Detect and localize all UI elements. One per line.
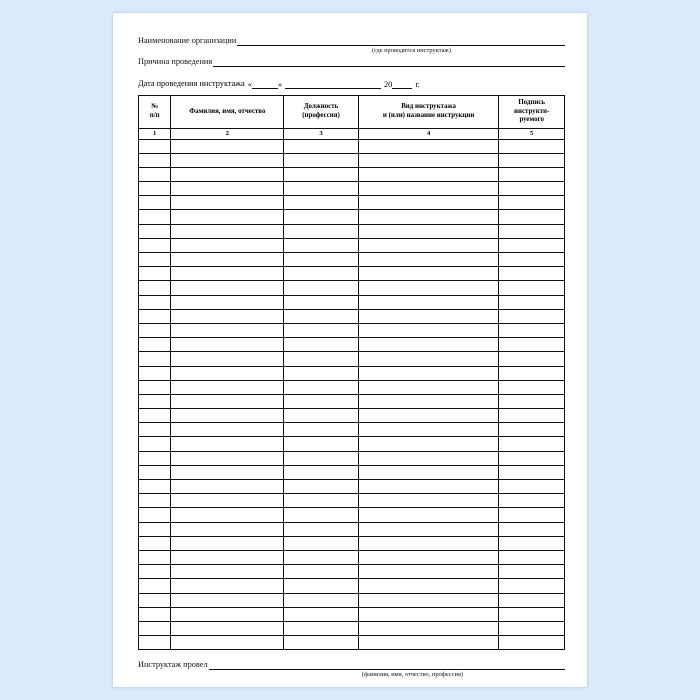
table-cell[interactable] <box>139 182 171 196</box>
table-row <box>139 295 565 309</box>
table-header-signature-line3: руемого <box>519 116 544 123</box>
table-row <box>139 550 565 564</box>
table-header-briefing-type-line2: и (или) название инструкции <box>382 111 475 119</box>
table-cell[interactable] <box>499 550 565 564</box>
table-cell[interactable] <box>171 338 284 352</box>
table-cell[interactable] <box>284 182 359 196</box>
table-cell[interactable] <box>358 338 499 352</box>
table-cell[interactable] <box>358 182 499 196</box>
field-instructor-rule[interactable] <box>209 659 565 670</box>
table-cell[interactable] <box>499 267 565 281</box>
table-cell[interactable] <box>358 465 499 479</box>
table-cell[interactable] <box>284 579 359 593</box>
table-header-row <box>139 96 565 129</box>
table-cell[interactable] <box>171 167 284 181</box>
table-cell[interactable] <box>499 579 565 593</box>
table-header-position-line2: (профессия) <box>302 111 340 119</box>
table-cell[interactable] <box>139 267 171 281</box>
table-cell[interactable] <box>139 366 171 380</box>
table-cell[interactable] <box>139 550 171 564</box>
table-cell[interactable] <box>499 565 565 579</box>
table-header-number-line2: п/п <box>149 111 160 119</box>
table-cell[interactable] <box>171 536 284 550</box>
table-row <box>139 508 565 522</box>
table-cell[interactable] <box>499 323 565 337</box>
table-row <box>139 451 565 465</box>
table-row <box>139 267 565 281</box>
table-cell[interactable] <box>284 423 359 437</box>
table-header-briefing-type <box>358 96 499 129</box>
table-cell[interactable] <box>499 423 565 437</box>
table-row <box>139 380 565 394</box>
column-number-1: 1 <box>139 128 171 139</box>
table-cell[interactable] <box>139 409 171 423</box>
table-cell[interactable] <box>499 295 565 309</box>
table-cell[interactable] <box>171 139 284 153</box>
table-cell[interactable] <box>284 565 359 579</box>
table-cell[interactable] <box>171 352 284 366</box>
table-cell[interactable] <box>358 139 499 153</box>
table-cell[interactable] <box>139 394 171 408</box>
table-cell[interactable] <box>499 394 565 408</box>
table-cell[interactable] <box>358 224 499 238</box>
table-row <box>139 153 565 167</box>
table-cell[interactable] <box>358 210 499 224</box>
table-cell[interactable] <box>284 309 359 323</box>
table-cell[interactable] <box>139 607 171 621</box>
table-cell[interactable] <box>171 593 284 607</box>
table-cell[interactable] <box>499 253 565 267</box>
table-cell[interactable] <box>284 621 359 635</box>
table-cell[interactable] <box>139 451 171 465</box>
table-cell[interactable] <box>139 309 171 323</box>
table-cell[interactable] <box>358 409 499 423</box>
table-cell[interactable] <box>499 437 565 451</box>
table-cell[interactable] <box>139 210 171 224</box>
table-cell[interactable] <box>358 352 499 366</box>
table-row <box>139 338 565 352</box>
field-organization-caption: (где проводится инструктаж) <box>372 47 451 54</box>
table-cell[interactable] <box>284 153 359 167</box>
table-cell[interactable] <box>358 437 499 451</box>
table-cell[interactable] <box>284 281 359 295</box>
table-cell[interactable] <box>499 153 565 167</box>
table-cell[interactable] <box>284 593 359 607</box>
table-cell[interactable] <box>139 352 171 366</box>
date-month-blank[interactable] <box>285 79 381 89</box>
table-cell[interactable] <box>139 167 171 181</box>
table-row <box>139 423 565 437</box>
table-cell[interactable] <box>139 508 171 522</box>
table-cell[interactable] <box>358 593 499 607</box>
table-cell[interactable] <box>284 636 359 650</box>
table-cell[interactable] <box>171 480 284 494</box>
table-cell[interactable] <box>139 621 171 635</box>
table-header-fullname <box>171 96 284 129</box>
table-row <box>139 210 565 224</box>
field-date-label: Дата проведения инструктажа <box>138 79 245 88</box>
table-row <box>139 636 565 650</box>
table-cell[interactable] <box>139 281 171 295</box>
table-cell[interactable] <box>499 352 565 366</box>
table-cell[interactable] <box>358 153 499 167</box>
date-year-suffix: г. <box>415 80 420 89</box>
table-cell[interactable] <box>358 621 499 635</box>
table-cell[interactable] <box>139 593 171 607</box>
table-row <box>139 579 565 593</box>
table-cell[interactable] <box>358 196 499 210</box>
table-header-position <box>284 96 359 129</box>
table-cell[interactable] <box>499 522 565 536</box>
table-cell[interactable] <box>139 338 171 352</box>
registration-table <box>138 95 565 650</box>
table-cell[interactable] <box>284 139 359 153</box>
table-cell[interactable] <box>284 352 359 366</box>
table-cell[interactable] <box>284 210 359 224</box>
table-cell[interactable] <box>171 281 284 295</box>
table-cell[interactable] <box>499 182 565 196</box>
table-cell[interactable] <box>171 409 284 423</box>
table-row <box>139 224 565 238</box>
table-cell[interactable] <box>171 309 284 323</box>
table-cell[interactable] <box>499 480 565 494</box>
table-cell[interactable] <box>284 224 359 238</box>
table-cell[interactable] <box>284 196 359 210</box>
table-cell[interactable] <box>358 238 499 252</box>
table-cell[interactable] <box>171 565 284 579</box>
table-cell[interactable] <box>499 451 565 465</box>
column-number-3: 3 <box>284 128 359 139</box>
table-row <box>139 139 565 153</box>
table-cell[interactable] <box>499 636 565 650</box>
table-cell[interactable] <box>171 451 284 465</box>
table-cell[interactable] <box>358 522 499 536</box>
table-row <box>139 167 565 181</box>
table-cell[interactable] <box>171 267 284 281</box>
table-cell[interactable] <box>284 366 359 380</box>
table-cell[interactable] <box>139 196 171 210</box>
table-cell[interactable] <box>171 437 284 451</box>
column-number-5: 5 <box>499 128 565 139</box>
page-content <box>138 35 565 679</box>
table-cell[interactable] <box>358 451 499 465</box>
table-cell[interactable] <box>171 579 284 593</box>
table-cell[interactable] <box>171 380 284 394</box>
table-cell[interactable] <box>139 536 171 550</box>
table-cell[interactable] <box>284 465 359 479</box>
table-cell[interactable] <box>171 295 284 309</box>
table-cell[interactable] <box>139 253 171 267</box>
field-organization <box>138 35 565 46</box>
table-cell[interactable] <box>139 423 171 437</box>
table-cell[interactable] <box>284 437 359 451</box>
table-cell[interactable] <box>171 607 284 621</box>
table-cell[interactable] <box>499 593 565 607</box>
table-body <box>139 139 565 650</box>
table-cell[interactable] <box>284 253 359 267</box>
table-cell[interactable] <box>284 451 359 465</box>
table-header-signature-line1: Подпись <box>518 99 546 106</box>
table-cell[interactable] <box>499 309 565 323</box>
table-cell[interactable] <box>499 465 565 479</box>
table-cell[interactable] <box>499 409 565 423</box>
table-cell[interactable] <box>284 380 359 394</box>
table-cell[interactable] <box>139 224 171 238</box>
table-cell[interactable] <box>358 550 499 564</box>
table-cell[interactable] <box>358 494 499 508</box>
table-header-number-line1: № <box>151 103 159 111</box>
field-organization-rule[interactable] <box>237 35 565 46</box>
table-cell[interactable] <box>284 508 359 522</box>
table-row <box>139 394 565 408</box>
table-cell[interactable] <box>499 380 565 394</box>
table-cell[interactable] <box>171 522 284 536</box>
table-cell[interactable] <box>358 281 499 295</box>
table-cell[interactable] <box>284 536 359 550</box>
table-cell[interactable] <box>171 550 284 564</box>
field-reason-rule[interactable] <box>213 56 565 67</box>
table-cell[interactable] <box>139 565 171 579</box>
table-header-fullname-line1: Фамилия, имя, отчество <box>189 107 266 115</box>
table-header-briefing-type-line1: Вид инструктажа <box>401 103 456 111</box>
table-cell[interactable] <box>358 295 499 309</box>
field-instructor-label: Инструктаж провел <box>138 660 208 670</box>
table-row <box>139 621 565 635</box>
table-cell[interactable] <box>284 409 359 423</box>
table-cell[interactable] <box>499 196 565 210</box>
table-cell[interactable] <box>499 508 565 522</box>
date-year-prefix: 20 <box>384 80 393 89</box>
table-cell[interactable] <box>139 465 171 479</box>
table-cell[interactable] <box>139 480 171 494</box>
table-cell[interactable] <box>171 494 284 508</box>
table-cell[interactable] <box>499 338 565 352</box>
table-row <box>139 281 565 295</box>
table-cell[interactable] <box>139 494 171 508</box>
table-header-position-line1: Должность <box>303 103 339 111</box>
field-reason <box>138 56 565 67</box>
table-cell[interactable] <box>171 238 284 252</box>
table-cell[interactable] <box>171 323 284 337</box>
table-row <box>139 465 565 479</box>
table-row <box>139 536 565 550</box>
table-cell[interactable] <box>358 508 499 522</box>
table-cell[interactable] <box>499 167 565 181</box>
table-header-number <box>139 96 171 129</box>
table-cell[interactable] <box>171 636 284 650</box>
table-row <box>139 607 565 621</box>
table-cell[interactable] <box>358 323 499 337</box>
table-cell[interactable] <box>171 423 284 437</box>
table-row <box>139 323 565 337</box>
table-cell[interactable] <box>358 394 499 408</box>
table-header-signature-line2: инструкти- <box>514 107 550 115</box>
table-cell[interactable] <box>139 153 171 167</box>
table-row <box>139 480 565 494</box>
table-cell[interactable] <box>171 182 284 196</box>
table-cell[interactable] <box>284 323 359 337</box>
table-cell[interactable] <box>499 281 565 295</box>
table-cell[interactable] <box>499 607 565 621</box>
table-cell[interactable] <box>284 267 359 281</box>
table-cell[interactable] <box>139 437 171 451</box>
table-cell[interactable] <box>358 579 499 593</box>
table-cell[interactable] <box>358 565 499 579</box>
table-cell[interactable] <box>358 253 499 267</box>
date-quote-open: « <box>247 80 252 89</box>
table-cell[interactable] <box>499 210 565 224</box>
table-row <box>139 494 565 508</box>
column-number-4: 4 <box>358 128 499 139</box>
table-cell[interactable] <box>171 394 284 408</box>
table-column-number-row <box>139 128 565 139</box>
table-cell[interactable] <box>171 508 284 522</box>
table-cell[interactable] <box>499 621 565 635</box>
table-cell[interactable] <box>499 536 565 550</box>
table-cell[interactable] <box>358 423 499 437</box>
document-page <box>113 13 587 687</box>
table-cell[interactable] <box>171 253 284 267</box>
table-cell[interactable] <box>139 522 171 536</box>
table-cell[interactable] <box>358 607 499 621</box>
table-cell[interactable] <box>358 636 499 650</box>
table-row <box>139 182 565 196</box>
table-row <box>139 593 565 607</box>
column-number-2: 2 <box>171 128 284 139</box>
table-cell[interactable] <box>284 522 359 536</box>
table-row <box>139 366 565 380</box>
field-instructor-caption: (фамилия, имя, отчество, профессия) <box>361 671 464 679</box>
table-row <box>139 196 565 210</box>
table-cell[interactable] <box>171 465 284 479</box>
table-cell[interactable] <box>358 167 499 181</box>
table-cell[interactable] <box>284 238 359 252</box>
date-year-blank[interactable] <box>392 79 412 89</box>
field-date <box>138 78 565 89</box>
table-cell[interactable] <box>139 238 171 252</box>
table-cell[interactable] <box>358 309 499 323</box>
table-row <box>139 352 565 366</box>
table-cell[interactable] <box>139 579 171 593</box>
table-cell[interactable] <box>139 295 171 309</box>
table-row <box>139 409 565 423</box>
table-cell[interactable] <box>284 607 359 621</box>
footer-block <box>138 659 565 679</box>
table-cell[interactable] <box>171 621 284 635</box>
table-cell[interactable] <box>171 224 284 238</box>
table-cell[interactable] <box>284 550 359 564</box>
table-row <box>139 437 565 451</box>
table-row <box>139 522 565 536</box>
table-cell[interactable] <box>358 380 499 394</box>
table-cell[interactable] <box>284 338 359 352</box>
table-row <box>139 309 565 323</box>
table-row <box>139 253 565 267</box>
field-reason-label: Причина проведения <box>138 57 213 66</box>
date-day-blank[interactable] <box>252 79 278 89</box>
table-cell[interactable] <box>139 636 171 650</box>
table-header-signature <box>499 96 565 129</box>
table-cell[interactable] <box>499 238 565 252</box>
table-cell[interactable] <box>499 224 565 238</box>
table-cell[interactable] <box>284 167 359 181</box>
field-instructor <box>138 659 565 670</box>
table-cell[interactable] <box>139 380 171 394</box>
table-cell[interactable] <box>139 323 171 337</box>
table-cell[interactable] <box>284 394 359 408</box>
field-organization-label: Наименование организации <box>138 36 237 45</box>
table-cell[interactable] <box>358 267 499 281</box>
table-cell[interactable] <box>284 494 359 508</box>
table-cell[interactable] <box>499 139 565 153</box>
table-cell[interactable] <box>171 153 284 167</box>
table-cell[interactable] <box>284 295 359 309</box>
table-cell[interactable] <box>171 196 284 210</box>
table-cell[interactable] <box>358 366 499 380</box>
table-row <box>139 238 565 252</box>
date-quote-close: » <box>277 80 283 89</box>
table-cell[interactable] <box>171 366 284 380</box>
table-cell[interactable] <box>358 480 499 494</box>
table-cell[interactable] <box>284 480 359 494</box>
table-cell[interactable] <box>499 494 565 508</box>
table-cell[interactable] <box>499 366 565 380</box>
table-cell[interactable] <box>358 536 499 550</box>
table-row <box>139 565 565 579</box>
table-cell[interactable] <box>139 139 171 153</box>
table-cell[interactable] <box>171 210 284 224</box>
